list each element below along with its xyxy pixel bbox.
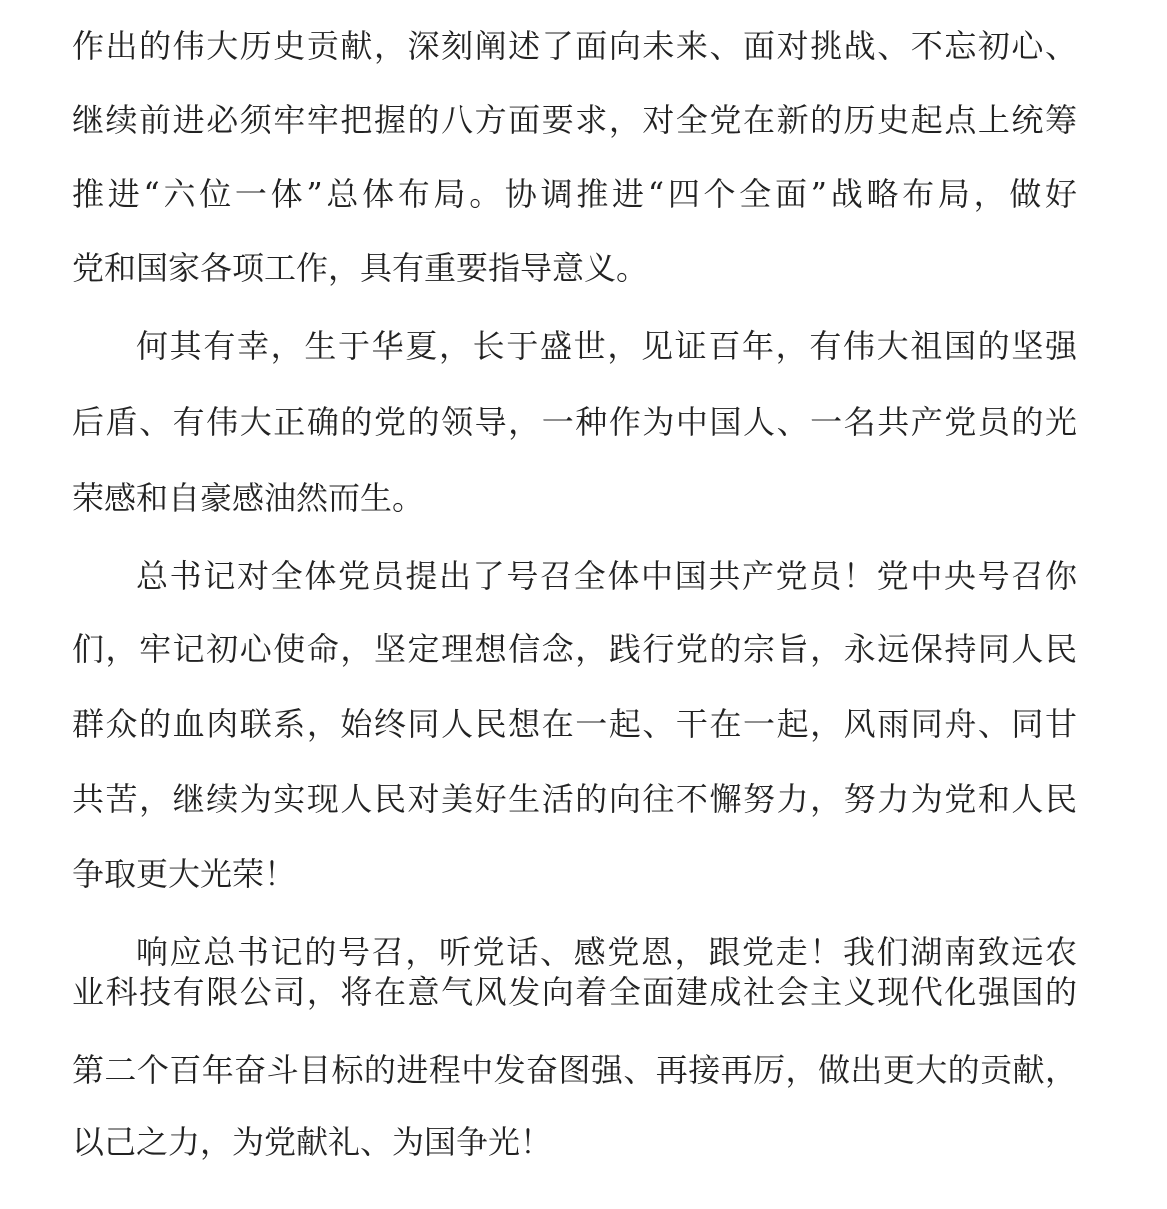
text-line: 响应总书记的号召，听党话、感党恩，跟党走！我们湖南致远农	[136, 933, 1077, 971]
text-line: 推进“六位一体”总体布局。协调推进“四个全面”战略布局，做好	[72, 175, 1077, 213]
text-line: 业科技有限公司，将在意气风发向着全面建成社会主义现代化强国的	[72, 973, 1077, 1011]
text-line: 继续前进必须牢牢把握的八方面要求，对全党在新的历史起点上统筹	[72, 101, 1077, 139]
text-line: 荣感和自豪感油然而生。	[72, 479, 425, 517]
text-line: 们，牢记初心使命，坚定理想信念，践行党的宗旨，永远保持同人民	[72, 630, 1077, 668]
text-line: 何其有幸，生于华夏，长于盛世，见证百年，有伟大祖国的坚强	[136, 327, 1077, 365]
text-line: 共苦，继续为实现人民对美好生活的向往不懈努力，努力为党和人民	[72, 780, 1077, 818]
text-line: 党和国家各项工作，具有重要指导意义。	[72, 249, 649, 287]
text-line: 作出的伟大历史贡献，深刻阐述了面向未来、面对挑战、不忘初心、	[72, 27, 1077, 65]
text-line: 争取更大光荣！	[72, 855, 297, 893]
text-line: 第二个百年奋斗目标的进程中发奋图强、再接再厉，做出更大的贡献，	[72, 1051, 1077, 1089]
text-line: 群众的血肉联系，始终同人民想在一起、干在一起，风雨同舟、同甘	[72, 705, 1077, 743]
text-line: 以己之力，为党献礼、为国争光！	[72, 1123, 553, 1161]
text-line: 后盾、有伟大正确的党的领导，一种作为中国人、一名共产党员的光	[72, 403, 1077, 441]
text-line: 总书记对全体党员提出了号召全体中国共产党员！党中央号召你	[136, 557, 1077, 595]
